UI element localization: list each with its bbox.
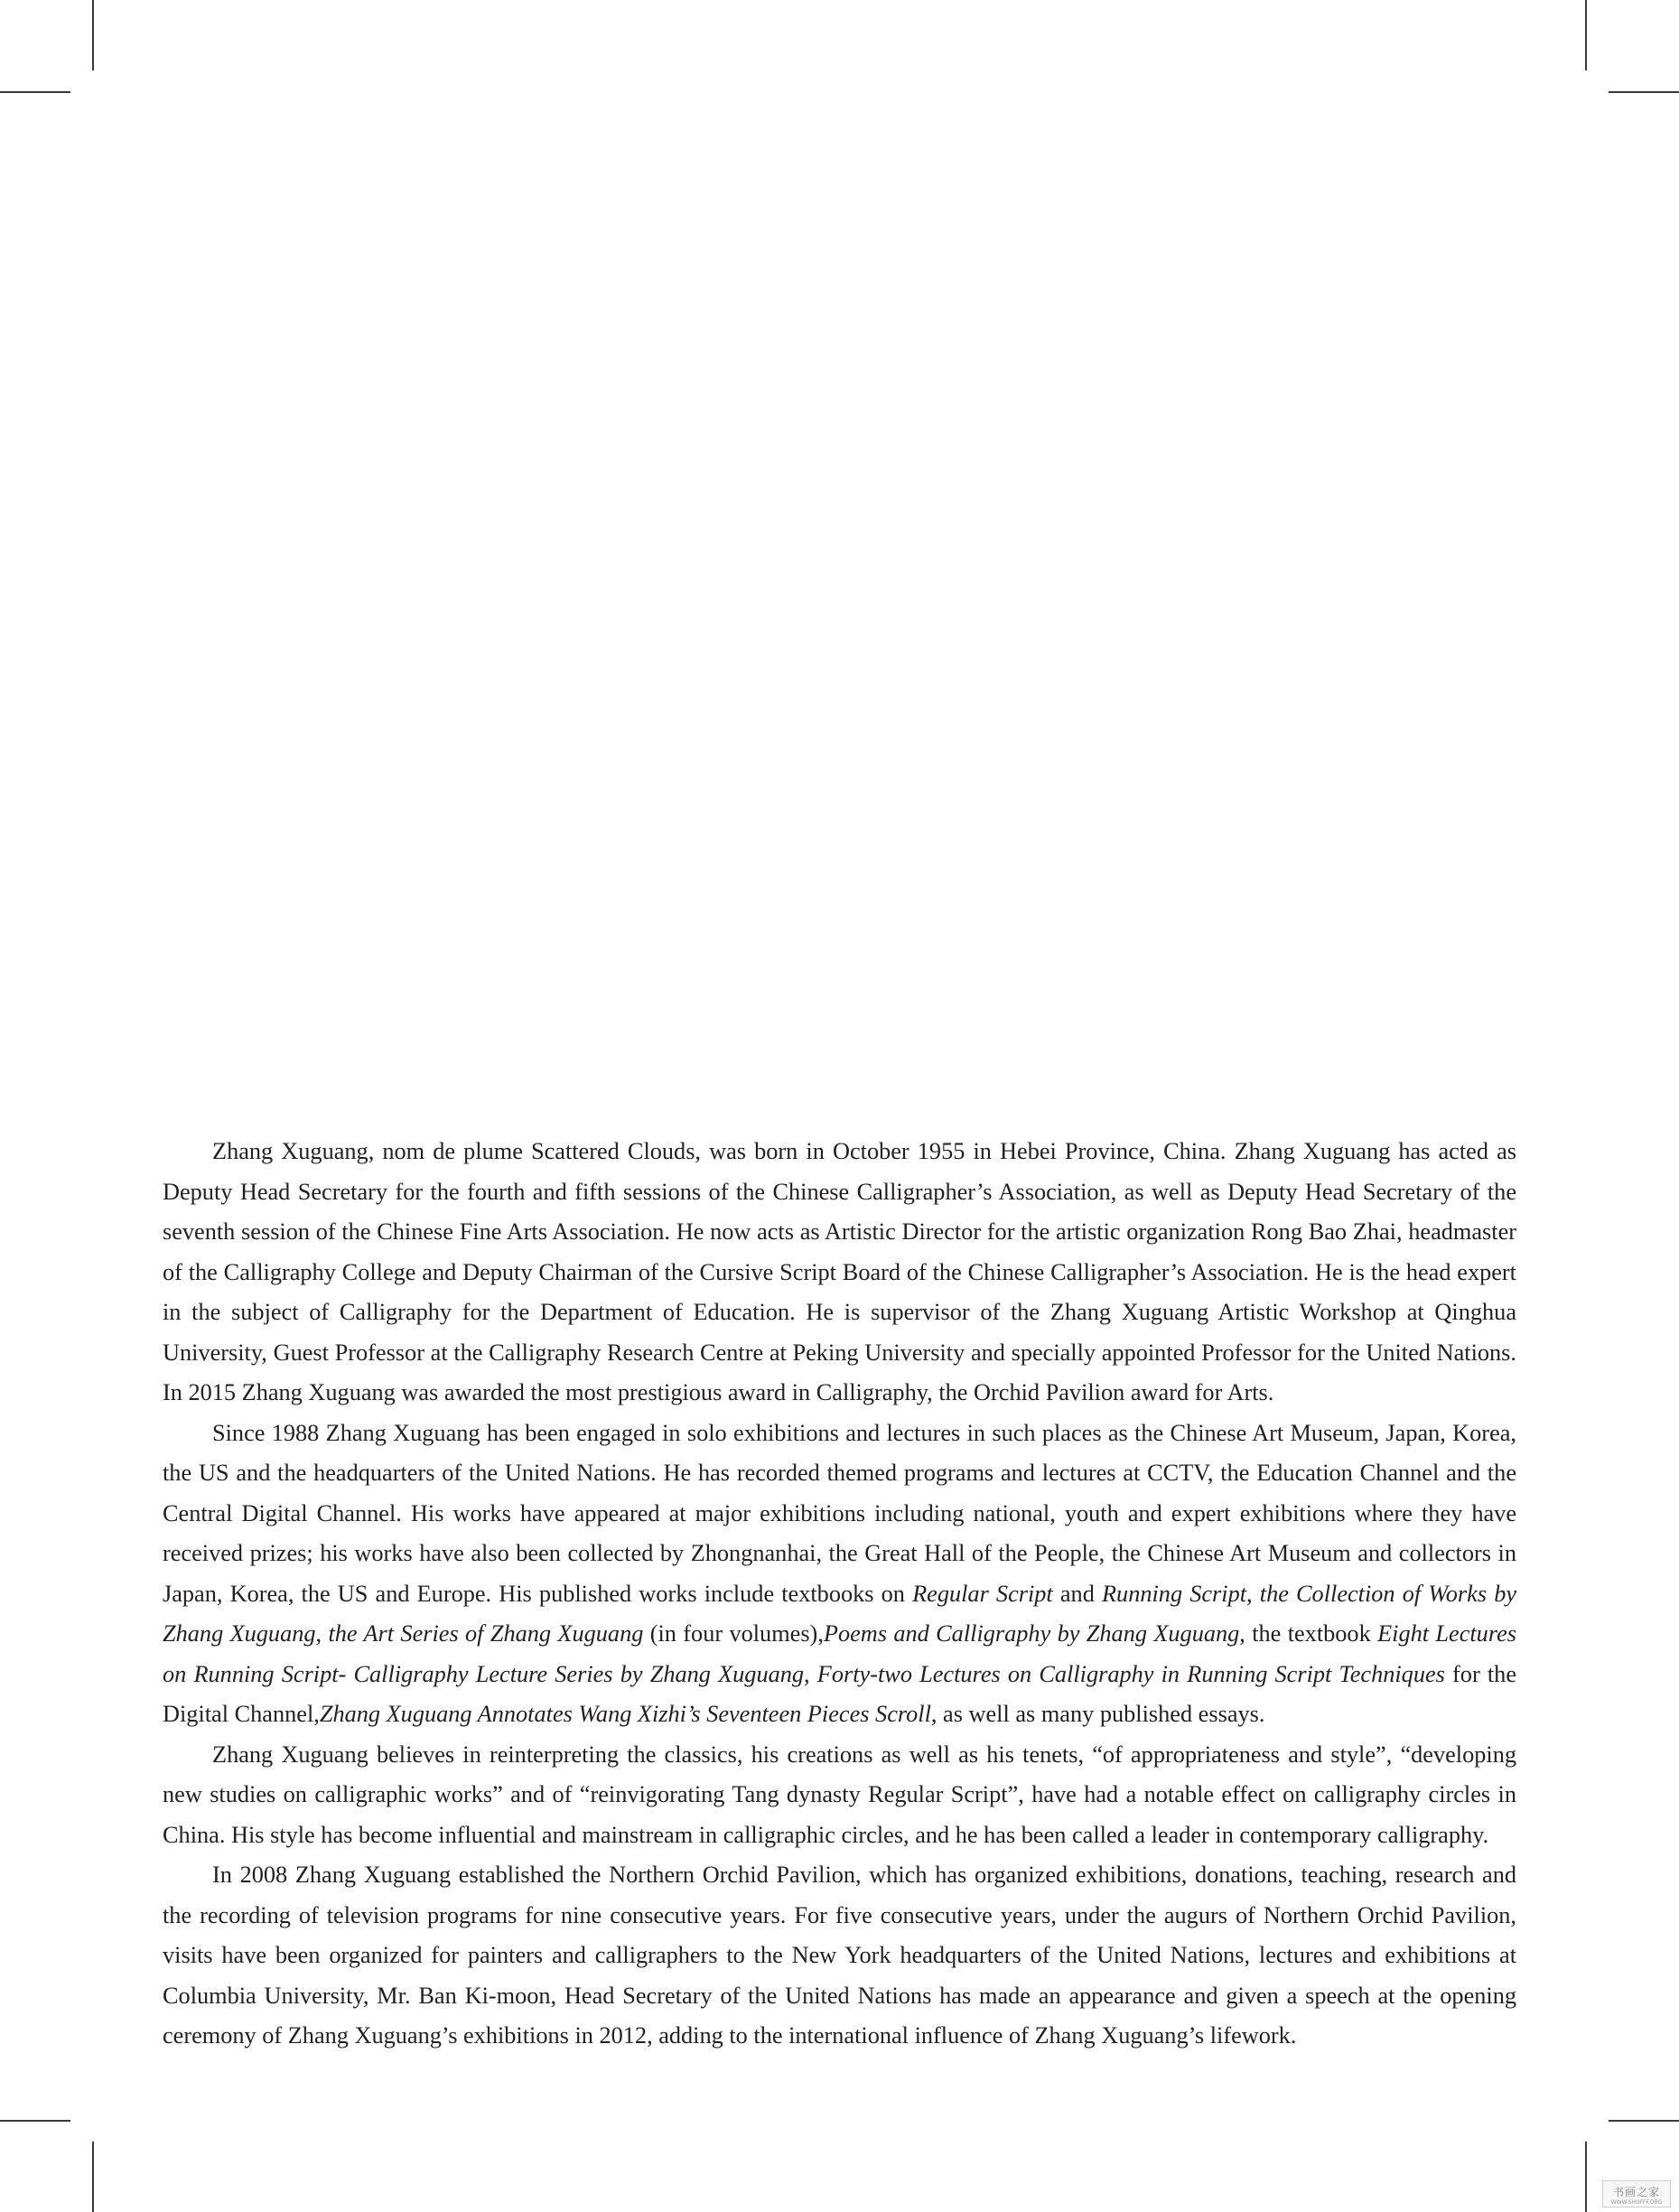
italic-title-segment: Poems and Calligraphy by Zhang Xuguang [823,1620,1240,1647]
text-segment: , [1246,1580,1260,1607]
crop-mark-bottom-left-horizontal [0,2120,70,2122]
text-segment: , [315,1620,329,1647]
italic-title-segment: Zhang Xuguang Annotates Wang Xizhi’s Seventeen Pieces Scroll [319,1701,931,1727]
text-segment: Zhang Xuguang believes in reinterpreting the classics, his creations as well as his tenets, “of appropriateness and style”, “developing new studies on calligraphic works” and of “reinvigorating Tang dynasty Regular Script”, have had a notable effect on calligraphy circles in China. His style has become influential and mainstream in calligraphic circles, and he has been called a leader in contemporary calligraphy. [163,1741,1516,1848]
crop-mark-top-right-vertical [1585,0,1587,70]
text-segment: In 2008 Zhang Xuguang established the Northern Orchid Pavilion, which has organized exhibitions, donations, teaching, research and the recording of television programs for nine consecutive years. For five consecutive years, under the augurs of Northern Orchid Pavilion, visits have been organized for painters and calligraphers to the New York headquarters of the United Nations, lectures and exhibitions at Columbia University, Mr. Ban Ki-moon, Head Secretary of the United Nations has made an appearance and given a speech at the opening ceremony of Zhang Xuguang’s exhibitions in 2012, adding to the international influence of Zhang Xuguang’s lifework. [163,1862,1516,2049]
text-segment: , [804,1660,817,1687]
body-paragraph [163,1414,1516,1735]
italic-title-segment: Running Script [1101,1580,1247,1607]
italic-title-segment: the Collection of Works by Zhang Xuguang [163,1580,1517,1647]
text-segment: and [1052,1580,1102,1607]
text-segment: , as well as many published essays. [930,1701,1265,1727]
text-segment: Since 1988 Zhang Xuguang has been engaged in solo exhibitions and lectures in such places as the Chinese Art Museum, Japan, Korea, the US and the headquarters of the United Nations. He has recorded themed programs and lectures at CCTV, the Education Channel and the Central Digital Channel. His works have appeared at major exhibitions including national, youth and expert exhibitions where they have received prizes; his works have also been collected by Zhongnanhai, the Great Hall of the People, the Chinese Art Museum and collectors in Japan, Korea, the US and Europe. His published works include textbooks on [163,1419,1516,1607]
watermark-logo-text: 书画之家 [1612,2186,1660,2198]
italic-title-segment: the Art Series of Zhang Xuguang [328,1620,644,1647]
crop-mark-bottom-right-vertical [1585,2142,1587,2212]
watermark-url: WWW.SHUFFF.ORG [1610,2199,1663,2206]
body-paragraph [163,1735,1516,1856]
crop-mark-bottom-right-horizontal [1609,2120,1679,2122]
crop-mark-top-left-horizontal [0,91,70,93]
crop-mark-top-left-vertical [92,0,94,70]
italic-title-segment: Eight Lectures on Running Script- Calligraphy Lecture Series by Zhang Xuguang [163,1620,1516,1687]
crop-mark-top-right-horizontal [1609,91,1679,93]
text-segment: for the Digital Channel, [163,1660,1516,1727]
watermark-logo [1602,2180,1671,2207]
biography-text-block [163,1132,1516,2057]
crop-mark-bottom-left-vertical [92,2142,94,2212]
body-paragraph [163,1855,1516,2057]
italic-title-segment: Regular Script [912,1580,1053,1607]
italic-title-segment: Forty-two Lectures on Calligraphy in Running Script Techniques [816,1660,1445,1687]
text-segment: (in four volumes), [643,1620,824,1647]
body-paragraph [163,1132,1516,1414]
text-segment: , the textbook [1239,1620,1378,1647]
text-segment: Zhang Xuguang, nom de plume Scattered Clouds, was born in October 1955 in Hebei Province, China. Zhang Xuguang has acted as Deputy Head Secretary for the fourth and fifth sessions of the Chinese Calligrapher’s Association, as well as Deputy Head Secretary of the seventh session of the Chinese Fine Arts Association. He now acts as Artistic Director for the artistic organization Rong Bao Zhai, headmaster of the Calligraphy College and Deputy Chairman of the Cursive Script Board of the Chinese Calligrapher’s Association. He is the head expert in the subject of Calligraphy for the Department of Education. He is supervisor of the Zhang Xuguang Artistic Workshop at Qinghua University, Guest Professor at the Calligraphy Research Centre at Peking University and specially appointed Professor for the United Nations. In 2015 Zhang Xuguang was awarded the most prestigious award in Calligraphy, the Orchid Pavilion award for Arts. [163,1138,1516,1405]
